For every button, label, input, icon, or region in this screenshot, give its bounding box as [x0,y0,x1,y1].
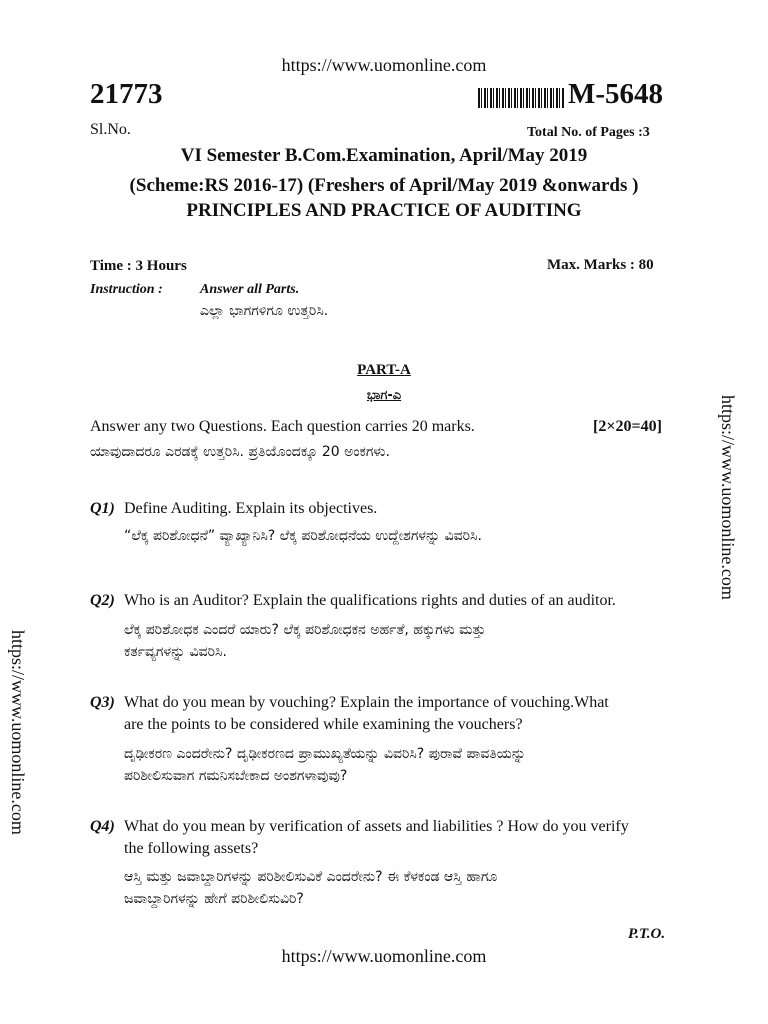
part-title: PART-A [357,362,411,378]
url-side-left: https://www.uomonline.com [8,630,28,835]
question-text: Define Auditing. Explain its objectives. [124,500,378,517]
question-paper-code: 21773 [90,78,163,110]
question-text-kannada: ಲೆಕ್ಕ ಪರಿಶೋಧಕ ಎಂದರೆ ಯಾರು? ಲೆಕ್ಕ ಪರಿಶೋಧಕನ ಅರ್ಹತೆ, ಹಕ್ಕುಗಳು ಮತ್ತು [124,622,486,638]
question-text-kannada: ಆಸ್ತಿ ಮತ್ತು ಜವಾಬ್ದಾರಿಗಳನ್ನು ಪರಿಶೀಲಿಸುವಿಕೆ ಎಂದರೇನು? ಈ ಕೆಳಕಂಡ ಆಸ್ತಿ ಹಾಗೂ [124,869,498,885]
question-text-kannada: ಪರಿಶೀಲಿಸುವಾಗ ಗಮನಿಸಬೇಕಾದ ಅಂಶಗಳಾವುವು? [124,768,348,784]
question-text-kannada: ದೃಢೀಕರಣ ಎಂದರೇನು? ದೃಢೀಕರಣದ ಪ್ರಾಮುಖ್ಯತೆಯನ್ನು ವಿವರಿಸಿ? ಪುರಾವೆ ಪಾವತಿಯನ್ನು [124,746,526,762]
question-text-kannada: ಕರ್ತವ್ಯಗಳನ್ನು ವಿವರಿಸಿ. [124,644,227,660]
url-footer: https://www.uomonline.com [281,946,487,966]
pto-label: P.T.O. [628,926,666,942]
part-instruction-english: Answer any two Questions. Each question carries 20 marks. [90,418,475,435]
scheme-line: (Scheme:RS 2016-17) (Freshers of April/May 2019 &onwards ) [129,175,639,196]
question-text: Who is an Auditor? Explain the qualifications rights and duties of an auditor. [124,592,616,609]
question-text: What do you mean by verification of assets and liabilities ? How do you verify [124,818,629,835]
question-4 [90,818,115,836]
instruction-english: Answer all Parts. [200,282,300,297]
part-marks: [2×20=40] [593,418,662,435]
question-3 [90,694,115,712]
barcode [478,88,564,108]
instruction-label: Instruction : [90,282,163,297]
question-number: Q2) [90,592,115,609]
question-text: are the points to be considered while examining the vouchers? [124,716,523,733]
max-marks: Max. Marks : 80 [547,257,654,273]
question-number: Q1) [90,500,115,517]
part-subtitle: ಭಾಗ-ಎ [366,388,402,403]
part-instruction-kannada: ಯಾವುದಾದರೂ ಎರಡಕ್ಕೆ ಉತ್ತರಿಸಿ. ಪ್ರತಿಯೊಂದಕ್ಕೂ 20 ಅಂಕಗಳು. [90,444,390,460]
total-pages: Total No. of Pages :3 [527,125,650,140]
paper-code: M-5648 [568,78,664,110]
question-number: Q4) [90,818,115,835]
question-text-kannada: “ಲೆಕ್ಕ ಪರಿಶೋಧನೆ” ವ್ಯಾಖ್ಯಾನಿಸಿ? ಲೆಕ್ಕ ಪರಿಶೋಧನೆಯ ಉದ್ದೇಶಗಳನ್ನು ವಿವರಿಸಿ. [124,528,482,544]
question-text-kannada: ಜವಾಬ್ದಾರಿಗಳನ್ನು ಹೇಗೆ ಪರಿಶೀಲಿಸುವಿರಿ? [124,891,304,907]
url-header: https://www.uomonline.com [281,55,487,75]
instruction-kannada: ಎಲ್ಲಾ ಭಾಗಗಳಿಗೂ ಉತ್ತರಿಸಿ. [200,303,329,319]
sl-no-label: Sl.No. [90,121,131,138]
question-2 [90,592,115,610]
question-text: the following assets? [124,840,259,857]
url-side-right: https://www.uomonline.com [718,395,738,600]
question-text: What do you mean by vouching? Explain the importance of vouching.What [124,694,609,711]
time-label: Time : 3 Hours [90,258,187,274]
question-number: Q3) [90,694,115,711]
question-1 [90,500,115,518]
exam-title: VI Semester B.Com.Examination, April/May 2019 [180,145,588,166]
subject-title: PRINCIPLES AND PRACTICE OF AUDITING [186,200,582,221]
